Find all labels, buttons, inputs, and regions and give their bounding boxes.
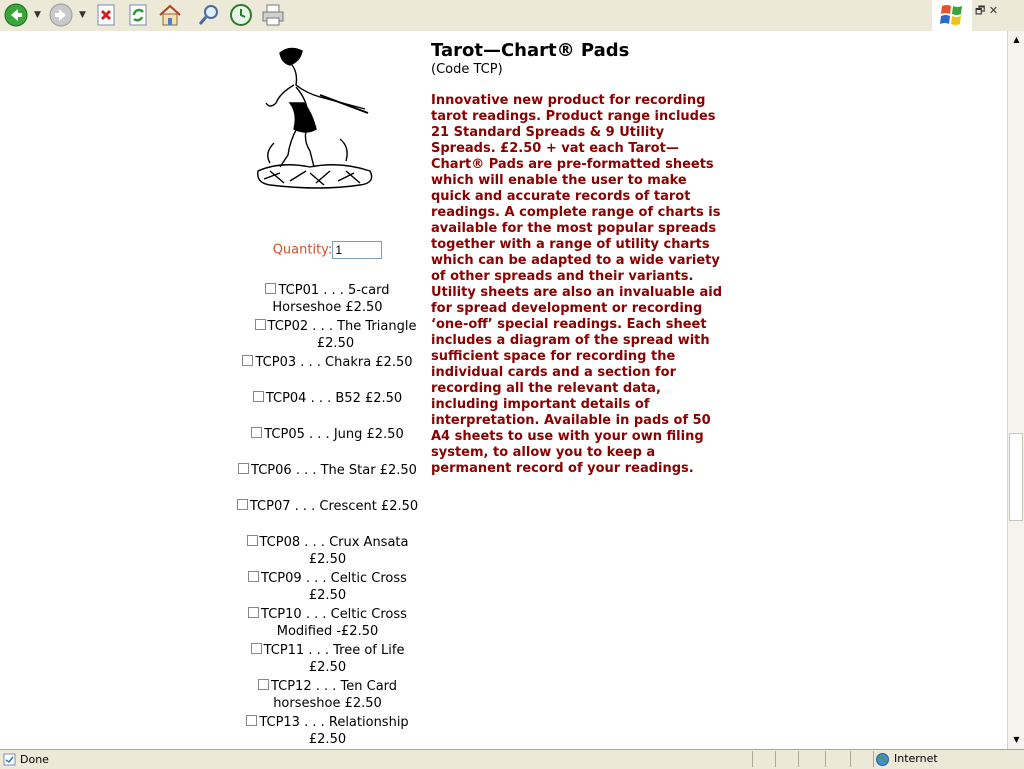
product-option-tcp03: [230, 354, 425, 371]
scroll-thumb[interactable]: [1009, 433, 1023, 521]
tcp13-label: TCP13 . . . Relationship £2.50: [259, 715, 409, 747]
tcp03-label: TCP03 . . . Chakra £2.50: [255, 355, 413, 370]
status-pane: [798, 751, 823, 767]
product-option-tcp12: [230, 678, 425, 712]
tcp09-label: TCP09 . . . Celtic Cross £2.50: [261, 571, 407, 603]
tcp13-checkbox[interactable]: [246, 715, 257, 726]
product-option-tcp08: [230, 534, 425, 568]
status-pane: [775, 751, 796, 767]
status-text: Done: [20, 753, 49, 766]
tcp11-checkbox[interactable]: [251, 643, 262, 654]
page-done-icon: [3, 753, 16, 766]
window-controls[interactable]: 🗗 ✕: [975, 4, 999, 17]
tcp01-checkbox[interactable]: [265, 283, 276, 294]
product-option-tcp02: [238, 318, 433, 352]
tcp08-checkbox[interactable]: [247, 535, 258, 546]
tcp06-label: TCP06 . . . The Star £2.50: [251, 463, 417, 478]
product-option-tcp07: [230, 498, 425, 515]
status-pane: [825, 751, 848, 767]
home-icon[interactable]: [158, 3, 182, 27]
status-bar: [0, 749, 1024, 769]
tcp03-checkbox[interactable]: [242, 355, 253, 366]
tcp05-checkbox[interactable]: [251, 427, 262, 438]
forward-dropdown-icon[interactable]: ▼: [79, 10, 86, 20]
product-option-tcp01: [230, 282, 425, 316]
windows-logo: [932, 0, 972, 31]
tcp09-checkbox[interactable]: [248, 571, 259, 582]
tcp01-label: TCP01 . . . 5-card Horseshoe £2.50: [272, 283, 390, 315]
tcp07-label: TCP07 . . . Crescent £2.50: [249, 499, 419, 514]
tcp10-label: TCP10 . . . Celtic Cross Modified -£2.50: [261, 607, 407, 639]
quantity-input[interactable]: [332, 241, 382, 259]
page-viewport: [0, 31, 1007, 749]
scroll-down-icon[interactable]: ▼: [1013, 735, 1020, 744]
tcp02-label: TCP02 . . . The Triangle £2.50: [267, 319, 417, 351]
product-title: Tarot—Chart® Pads: [431, 40, 630, 61]
forward-icon[interactable]: [49, 3, 73, 27]
product-code: (Code TCP): [431, 62, 503, 77]
tcp12-label: TCP12 . . . Ten Card horseshoe £2.50: [270, 679, 398, 711]
tcp05-label: TCP05 . . . Jung £2.50: [264, 427, 404, 442]
product-option-tcp04: [230, 390, 425, 407]
windows-flag-icon: [932, 0, 972, 31]
tcp10-checkbox[interactable]: [248, 607, 259, 618]
search-icon[interactable]: [197, 3, 221, 27]
tcp06-checkbox[interactable]: [238, 463, 249, 474]
tcp04-label: TCP04 . . . B52 £2.50: [265, 391, 403, 406]
print-icon[interactable]: [261, 3, 285, 27]
product-option-tcp13: [230, 714, 425, 748]
back-icon[interactable]: [4, 3, 28, 27]
status-pane: [752, 751, 773, 767]
tcp11-label: TCP11 . . . Tree of Life £2.50: [263, 643, 405, 675]
tcp12-checkbox[interactable]: [258, 679, 269, 690]
tcp08-label: TCP08 . . . Crux Ansata £2.50: [259, 535, 409, 567]
status-pane: [850, 751, 871, 767]
quantity-label: Quantity:: [272, 242, 333, 258]
product-option-tcp11: [230, 642, 425, 676]
security-zone-label: Internet: [894, 752, 938, 765]
browser-toolbar: [0, 0, 1024, 32]
product-option-tcp06: [230, 462, 425, 479]
tcp07-checkbox[interactable]: [237, 499, 248, 510]
piper-figure-illustration: [250, 43, 390, 191]
stop-icon[interactable]: [95, 3, 119, 27]
quantity-row: [230, 241, 425, 259]
globe-icon: [876, 753, 889, 766]
vertical-scrollbar[interactable]: [1007, 31, 1024, 749]
back-dropdown-icon[interactable]: ▼: [34, 10, 41, 20]
scroll-up-icon[interactable]: ▲: [1013, 35, 1020, 44]
product-option-tcp09: [230, 570, 425, 604]
product-description: Innovative new product for recording tarot readings. Product range includes 21 Standard Spreads & 9 Utility Spreads. £2.50 + vat each Tarot—Chart® Pads are pre-formatted sheets which will enable the user to make quick and accurate records of tarot readings. A complete range of charts is available for the most popular spreads together with a range of utility charts which can be adapted to a wide variety of other spreads and their variants. Utility sheets are also an invaluable aid for spread development or recording ‘one-off’ special readings. Each sheet includes a diagram of the spread with sufficient space for recording the individual cards and a section for recording all the relevant data, including important details of interpretation. Available in pads of 50 A4 sheets to use with your own filing system, to allow you to keep a permanent record of your readings.: [431, 93, 723, 476]
product-option-tcp10: [230, 606, 425, 640]
tcp04-checkbox[interactable]: [253, 391, 264, 402]
tcp02-checkbox[interactable]: [255, 319, 266, 330]
product-option-tcp05: [230, 426, 425, 443]
favorites-icon[interactable]: [229, 3, 253, 27]
refresh-icon[interactable]: [127, 3, 151, 27]
